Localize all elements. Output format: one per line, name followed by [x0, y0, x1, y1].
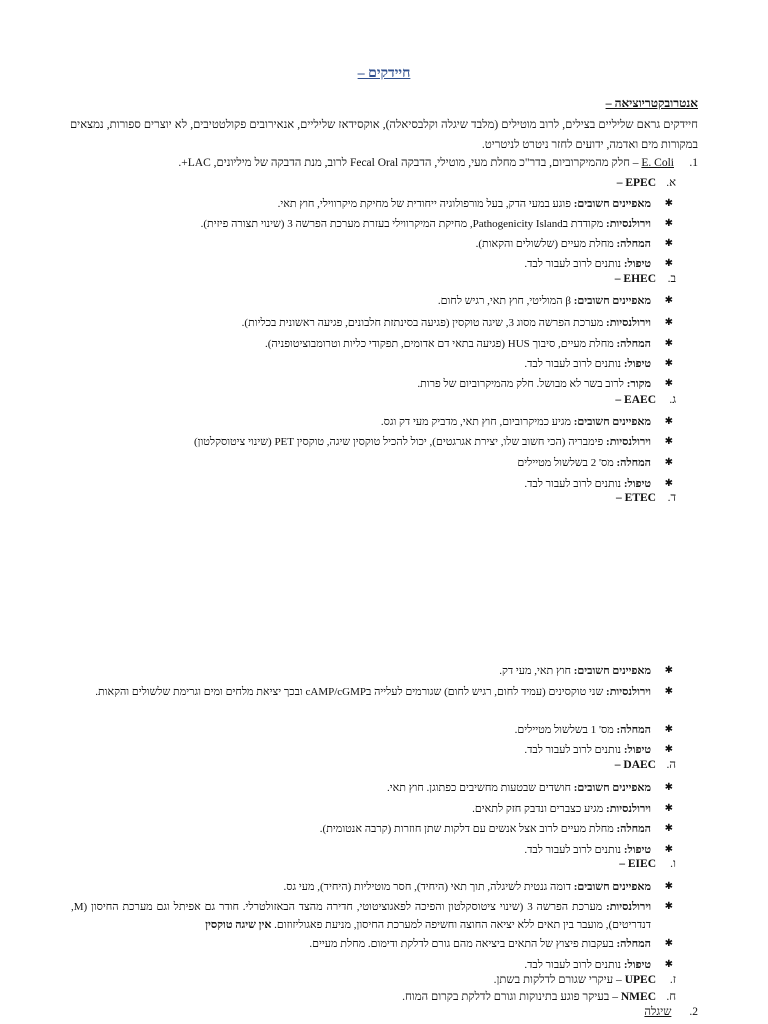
bullet-icon: ✱: [664, 317, 673, 328]
bullet-icon: ✱: [664, 295, 673, 306]
bullet-item: ✱ מאפיינים חשובים: חושדים שבטעות מחשיבים כפתוגן. חוץ תאי.: [71, 779, 651, 797]
bullet-item: ✱ מאפיינים חשובים: מגיע כמיקרוביום, חוץ תאי, מדביק מעי דק וגס.: [71, 413, 651, 431]
bullet-item: ✱ טיפול: נותנים לרוב לעבור לבד.: [71, 841, 651, 859]
bullet-item: ✱ מאפיינים חשובים: חוץ תאי, מעי דק.: [71, 662, 651, 680]
ecoli-description: – חלק מהמיקרוביום, בדר"כ מחלת מעי, מוטילי, הדבקה Fecal Oral לרוב, מנת הדבקה של מיליונים, LAC+.: [178, 157, 642, 169]
bullet-item: ✱ מאפיינים חשובים: דומה גנטית לשיגלה, תוך תאי (היחיד), חסר מוטיליות (היחיד), מעי גס.: [71, 878, 651, 896]
intro-paragraph: חיידקים גראם שליליים בצילים, לרוב מוטילים (מלבד שיגלה וקלבסיאלה), אוקסידאז שליליים, אנאירובים פקולטטיבים, לא יוצרים ספורות, נמצאים במקורות מים ואדמה, ידועים לחזר ניטרט לניטריט.: [70, 119, 698, 151]
list-number: 1.: [689, 157, 698, 169]
bullet-item: ✱ המחלה: מס' 1 בשלשול מטיילים.: [71, 721, 651, 739]
list-item-shigella: [644, 1006, 698, 1018]
subheading-ehec: ב.EHEC –: [614, 273, 676, 285]
bullet-icon: ✱: [664, 686, 673, 697]
bullet-icon: ✱: [664, 844, 673, 855]
bullet-item: ✱ טיפול: נותנים לרוב לעבור לבד.: [71, 956, 651, 974]
page-title: חיידקים –: [357, 66, 411, 81]
section-heading: אנטרובקטריוציאה –: [605, 96, 698, 110]
bullet-icon: ✱: [664, 338, 673, 349]
subheading-nmec: ח.NMEC – בעיקר פוגע בתינוקות וגורם לדלקת בקרום המוח.: [402, 991, 676, 1003]
bullet-icon: ✱: [664, 436, 673, 447]
list-item-text: שיגלה: [644, 1006, 672, 1018]
bullet-icon: ✱: [664, 198, 673, 209]
bullet-item: ✱ וירולנסיות: פימבריה (הכי חשוב שלו, יצירת אגרגטים), יכול להכיל טוקסין שיגה, טוקסין PET (שינוי ציטוסקלטון): [71, 433, 651, 451]
bullet-item: ✱ וירולנסיות: מגיע כצברים ונדבק חזק לתאים.: [71, 800, 651, 818]
bullet-icon: ✱: [664, 803, 673, 814]
bullet-icon: ✱: [664, 744, 673, 755]
bullet-icon: ✱: [664, 238, 673, 249]
list-number: 2.: [689, 1006, 698, 1018]
bullet-item: ✱ וירולנסיות: מערכת הפרשה 3 (שינוי ציטוסקלטון והפיכה לפאגוציטוטי, חדירה מהצד הבאזולטרלי. חודר גם אפיתל וגם מערכת החיסון (M, דנדריטים), מועבר בין תאים ללא יציאה החוצה וחשיפה למערכת החיסון, מניעת פאגוליזוזום. אין שיגה טוקסין: [71, 898, 651, 934]
subheading-daec: ה.DAEC –: [614, 759, 676, 771]
bullet-item: ✱ המחלה: מחלת מעיים, סיבוך HUS (פגיעה בתאי דם אדומים, תפקודי כליות וטרומבוציטופניה).: [71, 335, 651, 353]
emphasis-text: אין שיגה טוקסין: [205, 919, 272, 931]
bullet-item: ✱ המחלה: מחלת מעיים (שלשולים והקאות).: [71, 235, 651, 253]
subheading-eaec: ג.EAEC –: [615, 394, 676, 406]
subheading-eiec: ו.EIEC –: [619, 858, 676, 870]
bullet-item: ✱ מאפיינים חשובים: פוגע במעי הדק, בעל מורפולוגיה ייחודית של מחיקת מיקרווילי, חוץ תאי.: [71, 195, 651, 213]
bullet-icon: ✱: [664, 258, 673, 269]
bullet-icon: ✱: [664, 823, 673, 834]
bullet-icon: ✱: [664, 358, 673, 369]
bullet-icon: ✱: [664, 378, 673, 389]
bullet-icon: ✱: [664, 881, 673, 892]
bullet-item: ✱ מקור: לרוב בשר לא מבושל. חלק מהמיקרוביום של פרות.: [71, 375, 651, 393]
bullet-item: ✱ המחלה: בעקבות פיצוץ של התאים ביציאה מהם גורם לדלקת ודימום. מחלת מעיים.: [71, 935, 651, 953]
bullet-item: ✱ וירולנסיות: שני טוקסינים (עמיד לחום, רגיש לחום) שגורמים לעלייה בcAMP/cGMP ובכך יציאת מלחים ומים וגרימת שלשולים והקאות.: [71, 683, 651, 701]
subheading-etec: ד.ETEC –: [616, 492, 676, 504]
bullet-icon: ✱: [664, 416, 673, 427]
bullet-item: ✱ טיפול: נותנים לרוב לעבור לבד.: [71, 475, 651, 493]
bullet-item: ✱ טיפול: נותנים לרוב לעבור לבד.: [71, 355, 651, 373]
bullet-item: ✱ מאפיינים חשובים: β המוליטי, חוץ תאי, רגיש לחום.: [71, 292, 651, 310]
ecoli-term: E. Coli: [641, 157, 674, 169]
bullet-icon: ✱: [664, 478, 673, 489]
bullet-item: ✱ וירולנסיות: מערכת הפרשה מסוג 3, שיגה טוקסין (פגיעה בסינתזת חלבונים, פגיעה ראשונית בכליות).: [71, 314, 651, 332]
bullet-icon: ✱: [664, 218, 673, 229]
bullet-item: ✱ המחלה: מס' 2 בשלשול מטיילים: [71, 454, 651, 472]
bullet-icon: ✱: [664, 457, 673, 468]
bullet-icon: ✱: [664, 782, 673, 793]
bullet-icon: ✱: [664, 901, 673, 912]
bullet-icon: ✱: [664, 665, 673, 676]
subheading-epec: א.EPEC –: [616, 177, 676, 189]
bullet-item: ✱ המחלה: מחלת מעיים לרוב אצל אנשים עם דלקות שתן חוזרות (קרבה אנטומית).: [71, 820, 651, 838]
bullet-icon: ✱: [664, 724, 673, 735]
list-item-text: [74, 157, 674, 169]
subheading-upec: ז.UPEC – עיקרי שגורם לדלקות בשתן.: [493, 974, 676, 986]
bullet-icon: ✱: [664, 959, 673, 970]
bullet-icon: ✱: [664, 938, 673, 949]
bullet-item: ✱ טיפול: נותנים לרוב לעבור לבד.: [71, 741, 651, 759]
bullet-item: ✱ טיפול: נותנים לרוב לעבור לבד.: [71, 255, 651, 273]
bullet-item: ✱ וירולנסיות: מקודדת בPathogenicity Island, מחיקת המיקרווילי בעזרת מערכת הפרשה 3 (שינוי תצורה פיזית).: [71, 215, 651, 233]
